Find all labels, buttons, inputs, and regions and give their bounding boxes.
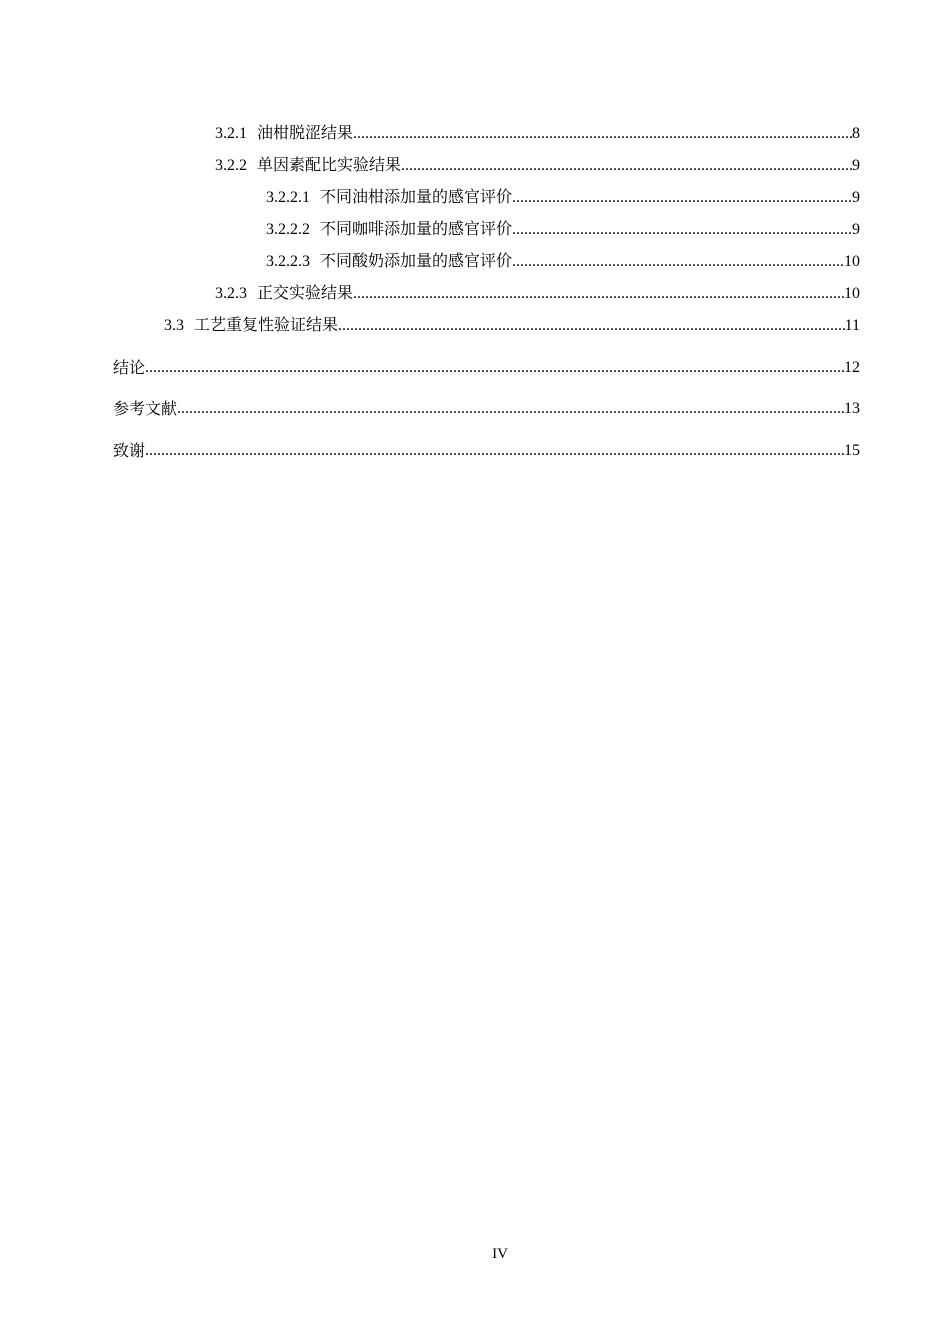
- toc-entry-title: 致谢: [113, 441, 146, 460]
- toc-entry-number: 3.2.2: [215, 157, 247, 174]
- toc-entry-page: 13: [844, 400, 860, 417]
- toc-entry-3-2-2-3[interactable]: [266, 248, 860, 272]
- toc-entry-conclusion[interactable]: [113, 354, 860, 378]
- toc-dot-leader: [353, 124, 852, 144]
- toc-dot-leader: [512, 220, 852, 240]
- toc-entry-number: 3.2.2.3: [266, 253, 310, 270]
- toc-entry-page: 8: [852, 125, 860, 142]
- toc-entry-title: 参考文献: [113, 399, 178, 418]
- toc-entry-title: 不同酸奶添加量的感官评价: [320, 253, 513, 270]
- toc-entry-page: 9: [852, 157, 860, 174]
- toc-entry-page: 11: [844, 317, 860, 334]
- toc-entry-page: 9: [852, 221, 860, 238]
- toc-entry-page: 15: [844, 442, 860, 459]
- toc-entry-3-2-1[interactable]: [215, 120, 860, 144]
- toc-entry-title: 不同油柑添加量的感官评价: [320, 189, 513, 206]
- toc-entry-number: 3.2.2.2: [266, 221, 310, 238]
- page-number: IV: [492, 1246, 508, 1262]
- toc-dot-leader: [338, 316, 845, 336]
- toc-entry-page: 10: [844, 285, 860, 302]
- toc-entry-number: 3.2.2.1: [266, 189, 310, 206]
- toc-entry-acknowledgements[interactable]: [113, 437, 860, 461]
- toc-entry-number: 3.2.3: [215, 285, 247, 302]
- toc-dot-leader: [401, 156, 852, 176]
- toc-entry-3-3[interactable]: [164, 312, 860, 336]
- toc-entry-number: 3.2.1: [215, 125, 247, 142]
- toc-entry-page: 10: [844, 253, 860, 270]
- toc-dot-leader: [177, 399, 844, 419]
- toc-entry-3-2-2-1[interactable]: [266, 184, 860, 208]
- toc-entry-3-2-2-2[interactable]: [266, 216, 860, 240]
- toc-entry-title: 单因素配比实验结果: [257, 157, 402, 174]
- toc-entry-references[interactable]: [113, 395, 860, 419]
- toc-dot-leader: [145, 441, 844, 461]
- toc-dot-leader: [512, 188, 852, 208]
- toc-entry-title: 油柑脱涩结果: [257, 125, 354, 142]
- toc-dot-leader: [145, 358, 844, 378]
- toc-entry-page: 12: [844, 359, 860, 376]
- toc-entry-title: 不同咖啡添加量的感官评价: [320, 221, 513, 238]
- toc-entry-page: 9: [852, 189, 860, 206]
- toc-entry-title: 正交实验结果: [257, 285, 354, 302]
- toc-entry-3-2-3[interactable]: [215, 280, 860, 304]
- toc-entry-title: 结论: [113, 358, 146, 377]
- toc-dot-leader: [512, 252, 844, 272]
- toc-entry-title: 工艺重复性验证结果: [194, 317, 339, 334]
- toc-entry-3-2-2[interactable]: [215, 152, 860, 176]
- toc-dot-leader: [353, 284, 844, 304]
- toc-entry-number: 3.3: [164, 317, 184, 334]
